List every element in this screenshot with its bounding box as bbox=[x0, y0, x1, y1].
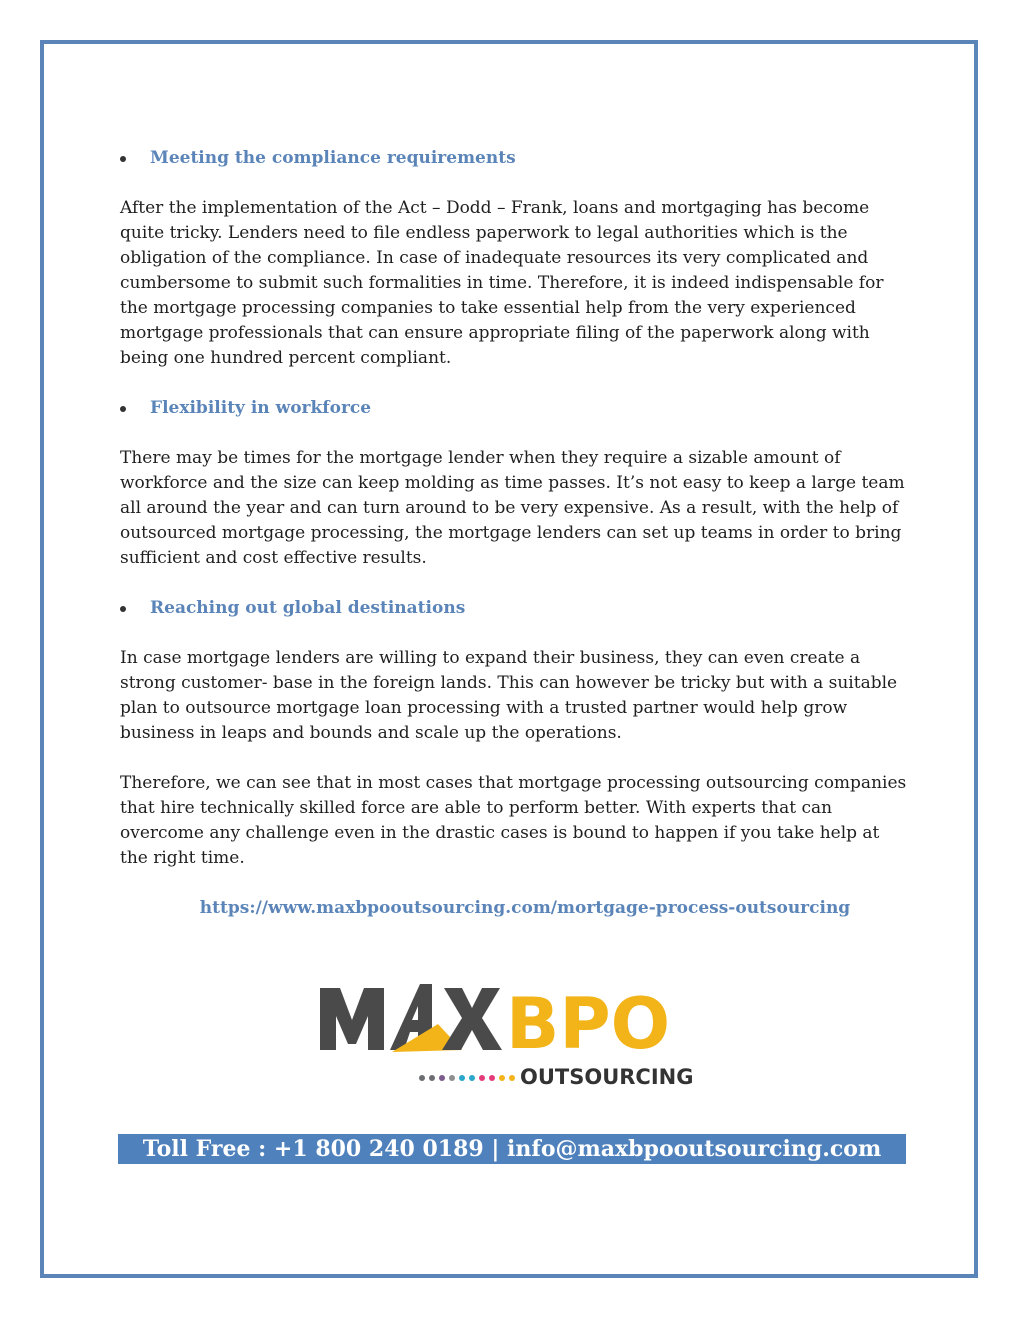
bullet-icon bbox=[120, 606, 126, 612]
section-heading bbox=[120, 596, 910, 621]
bullet-icon bbox=[120, 156, 126, 162]
document-body bbox=[120, 146, 910, 921]
logo-letter-m bbox=[320, 988, 384, 1050]
section-heading bbox=[120, 146, 910, 171]
section-paragraph: After the implementation of the Act – Dodd – Frank, loans and mortgaging has become quite tricky. Lenders need to file endless paperwork to legal authorities which is the obligation of the compliance. In case of inadequate resources its very complicated and cumbersome to submit such formalities in time. Therefore, it is indeed indispensable for the mortgage processing companies to take essential help from the very experienced mortgage professionals that can ensure appropriate filing of the paperwork along with being one hundred percent compliant. bbox=[120, 198, 884, 368]
logo-bpo-text: BPO bbox=[506, 983, 671, 1065]
heading-text: Meeting the compliance requirements bbox=[150, 148, 516, 168]
heading-text: Reaching out global destinations bbox=[150, 598, 466, 618]
conclusion-paragraph: Therefore, we can see that in most cases that mortgage processing outsourcing companies that hire technically skilled force are able to perform better. With experts that can overcome any challenge even in the drastic cases is bound to happen if you take help at the right time. bbox=[120, 773, 907, 868]
logo-letter-x bbox=[442, 988, 502, 1050]
maxbpo-logo bbox=[320, 980, 720, 1090]
heading-text: Flexibility in workforce bbox=[150, 398, 372, 418]
section-paragraph: In case mortgage lenders are willing to expand their business, they can even create a strong customer- base in the foreign lands. This can however be tricky but with a suitable plan to outsource mortgage loan processing with a trusted partner would help grow business in leaps and bounds and scale up the operations. bbox=[120, 648, 898, 743]
website-link[interactable]: https://www.maxbpooutsourcing.com/mortgage-process-outsourcing bbox=[199, 898, 851, 918]
section-paragraph: There may be times for the mortgage lender when they require a sizable amount of workforce and the size can keep molding as time passes. It’s not easy to keep a large team all around the year and can turn around to be very expensive. As a result, with the help of outsourced mortgage processing, the mortgage lenders can set up teams in order to bring sufficient and cost effective results. bbox=[120, 448, 905, 568]
section-heading bbox=[120, 396, 910, 421]
contact-footer: Toll Free : +1 800 240 0189 | info@maxbpooutsourcing.com bbox=[118, 1134, 906, 1164]
logo-outsourcing-text: OUTSOURCING bbox=[520, 1065, 694, 1089]
bullet-icon bbox=[120, 406, 126, 412]
